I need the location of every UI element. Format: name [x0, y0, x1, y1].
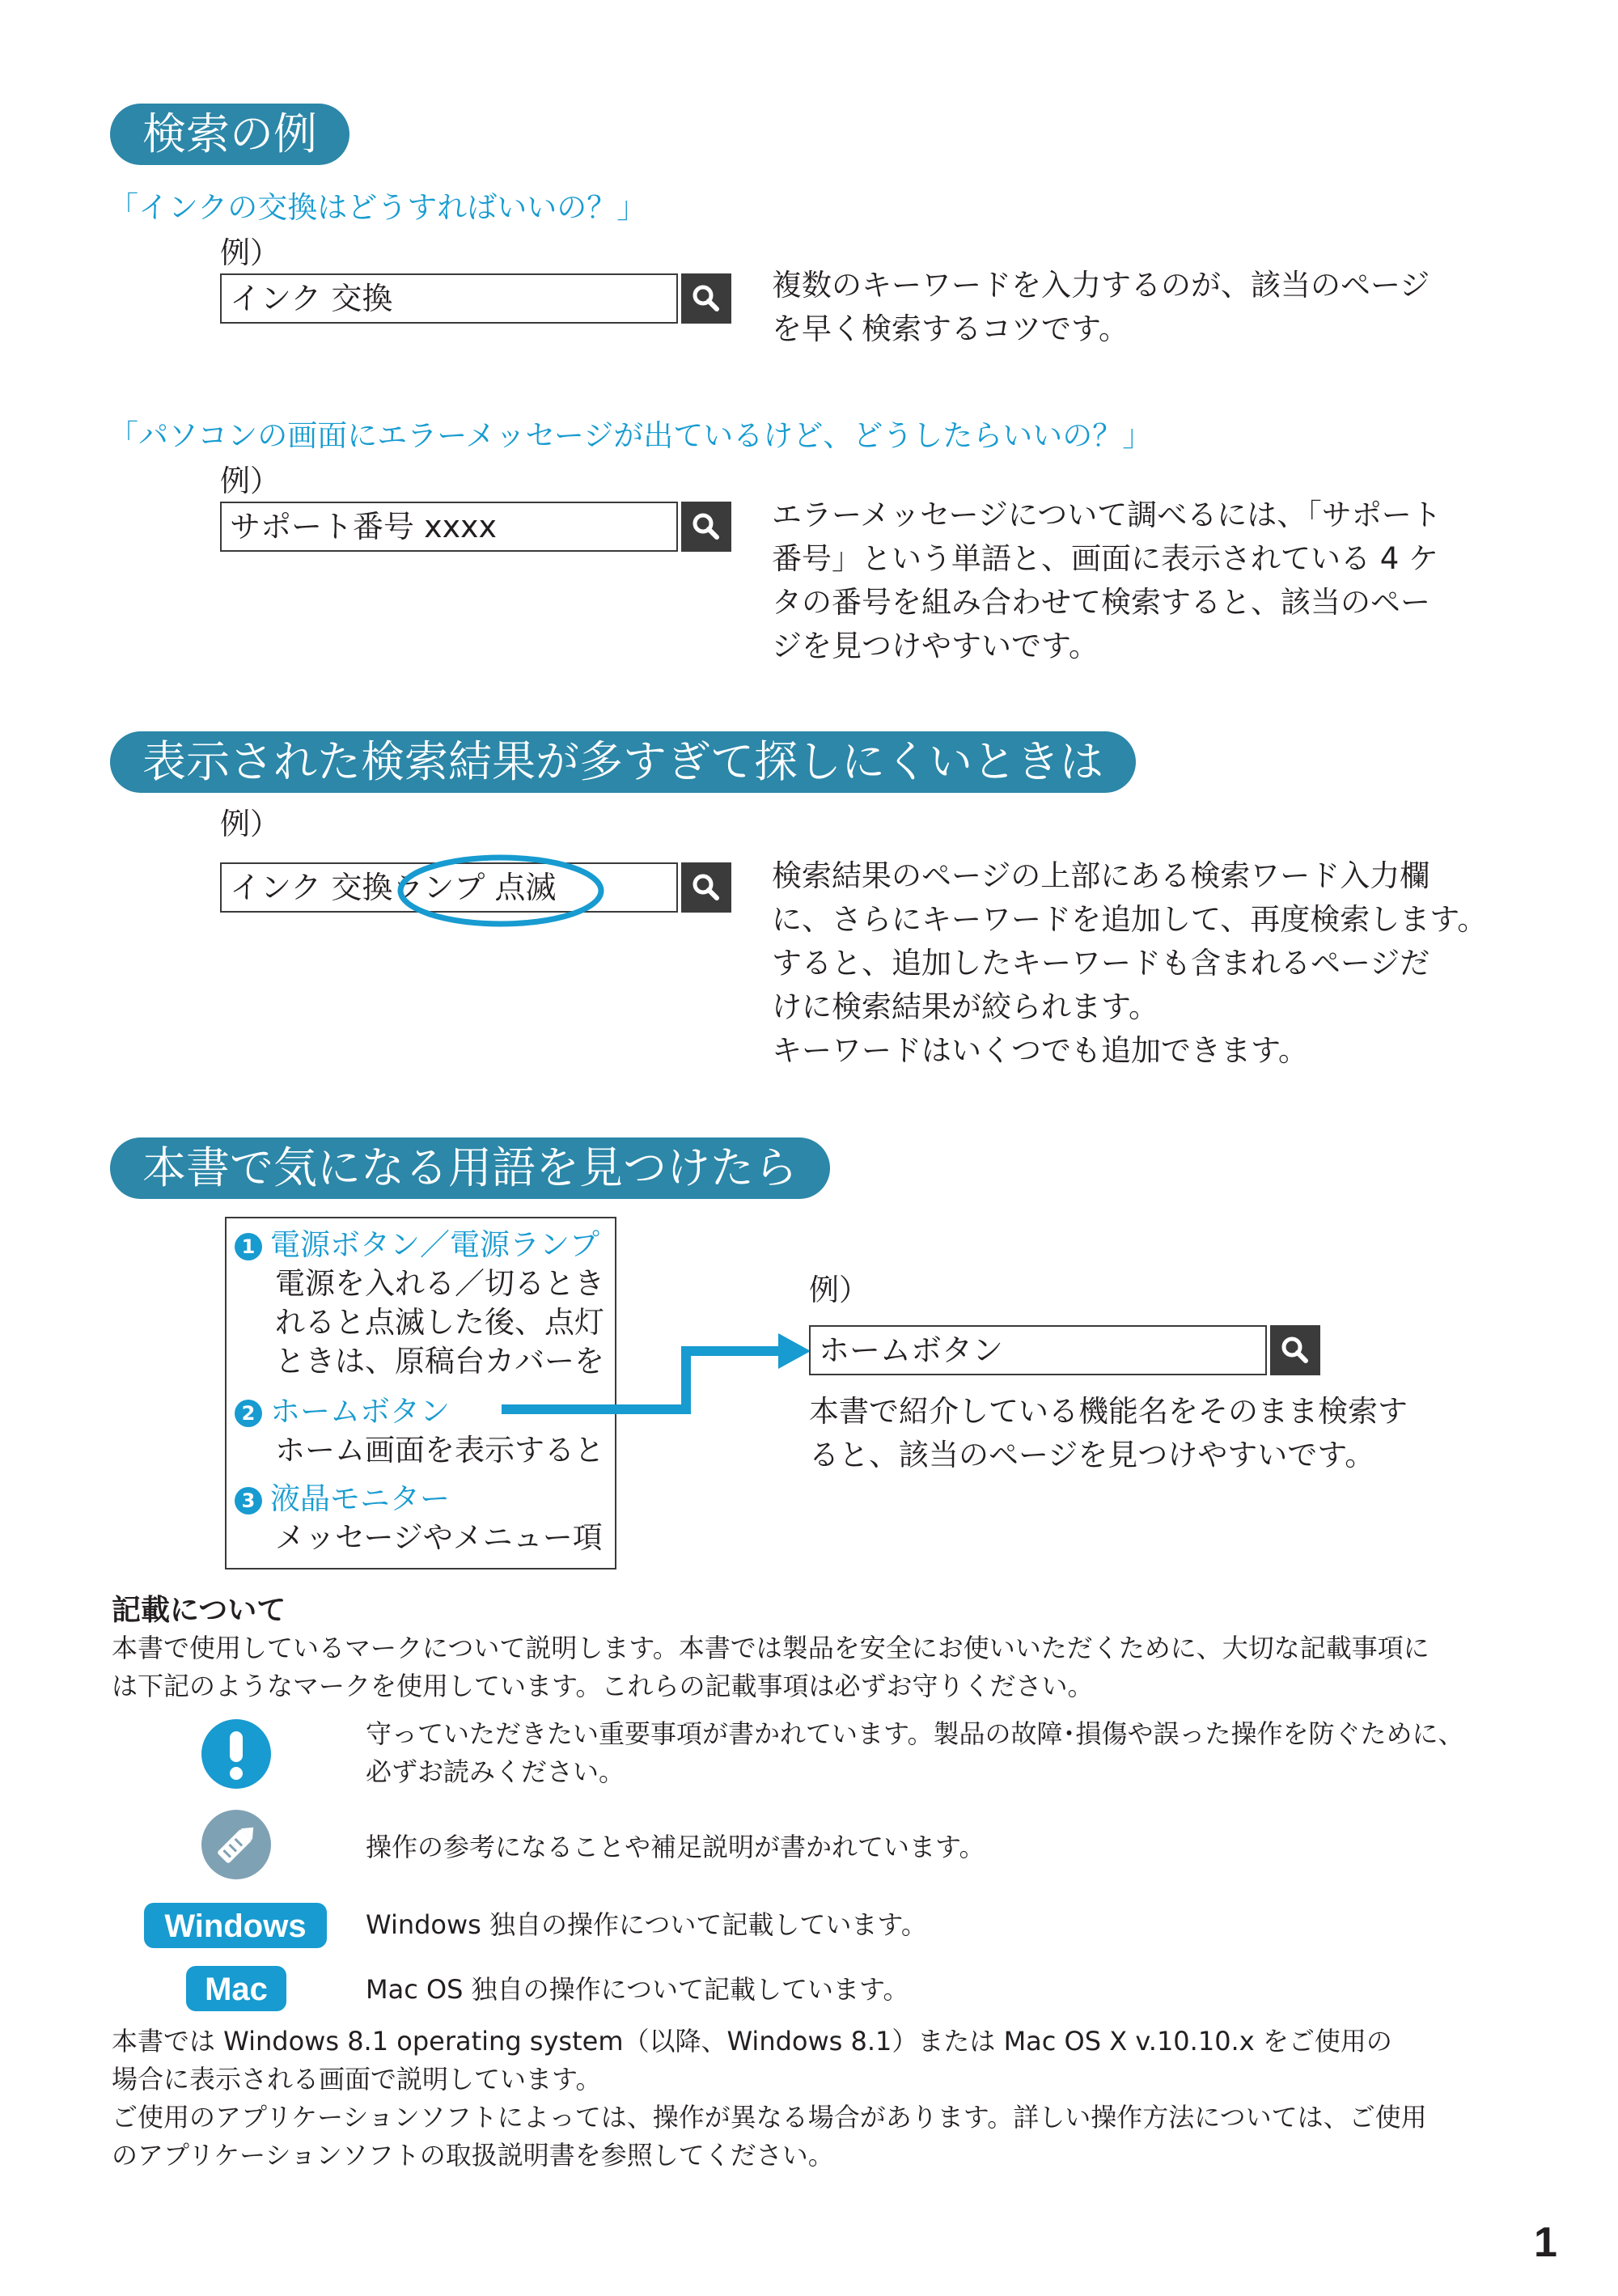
- important-icon: [201, 1718, 272, 1790]
- search-icon: [681, 862, 731, 913]
- windows-description: Windows 独自の操作について記載しています。: [366, 1909, 927, 1940]
- section2-search-button[interactable]: [681, 862, 731, 913]
- toc-item-lcd: 3 液晶モニター: [235, 1479, 450, 1519]
- highlight-ellipse: [395, 851, 607, 930]
- section2-rei: 例）: [220, 807, 280, 841]
- example2-question: 「パソコンの画面にエラーメッセージが出ているけど、どうしたらいいの？」: [108, 418, 1153, 453]
- note-description: 操作の参考になることや補足説明が書かれています。: [366, 1832, 985, 1862]
- search-icon: [681, 502, 731, 552]
- section3-search-input[interactable]: ホームボタン: [809, 1325, 1267, 1375]
- example1-question: 「インクの交換はどうすればいいの？」: [108, 190, 647, 225]
- toc-item-power: 1 電源ボタン／電源ランプ: [235, 1225, 599, 1265]
- section3-search-button[interactable]: [1270, 1325, 1320, 1375]
- windows-badge: Windows: [144, 1903, 327, 1948]
- example1-search-button[interactable]: [681, 273, 731, 324]
- example1-rei: 例）: [220, 235, 280, 270]
- search-icon: [1270, 1325, 1320, 1375]
- section-title-search-examples: 検索の例: [110, 104, 349, 165]
- example2-rei: 例）: [220, 464, 280, 498]
- section-title-too-many-results: 表示された検索結果が多すぎて探しにくいときは: [110, 731, 1136, 793]
- toc-item-home: 2 ホームボタン: [235, 1392, 450, 1432]
- example1-search-input[interactable]: インク 交換: [220, 273, 678, 324]
- section3-description: 本書で紹介している機能名をそのまま検索す ると、該当のページを見つけやすいです。: [809, 1394, 1408, 1472]
- arrow-connector: [493, 1319, 817, 1424]
- section-title-find-terms: 本書で気になる用語を見つけたら: [110, 1137, 830, 1199]
- search-text-added: ランプ 点滅: [392, 870, 557, 905]
- notation-outro: 本書では Windows 8.1 operating system（以降、Windows 8.1）または Mac OS X v.10.10.x をご使用の 場合に表示される画面で説明しています。 ご使用のアプリケーションソフトによっては、操作が異なる場合があります。詳しい操作方法については、ご使用 のアプリケーションソフトの取扱説明書を参照してください。: [112, 2026, 1427, 2171]
- mac-badge: Mac: [186, 1966, 286, 2011]
- section3-rei: 例）: [809, 1273, 869, 1307]
- notation-heading: 記載について: [112, 1594, 286, 1627]
- section2-description: 検索結果のページの上部にある検索ワード入力欄 に、さらにキーワードを追加して、再度検索します。 すると、追加したキーワードも含まれるページだ けに検索結果が絞られます。 キーワードはいくつでも追加できます。: [772, 858, 1488, 1068]
- example2-search-input[interactable]: サポート番号 xxxx: [220, 502, 678, 552]
- mac-description: Mac OS 独自の操作について記載しています。: [366, 1974, 909, 2005]
- example1-description: 複数のキーワードを入力するのが、該当のページ を早く検索するコツです。: [772, 268, 1430, 346]
- example2-description: エラーメッセージについて調べるには、「サポート 番号」という単語と、画面に表示されている 4 ケ タの番号を組み合わせて検索すると、該当のペー ジを見つけやすいです。: [772, 498, 1442, 663]
- example2-search-button[interactable]: [681, 502, 731, 552]
- search-text-existing: インク 交換: [230, 870, 393, 905]
- important-description: 守っていただきたい重要事項が書かれています。製品の故障･損傷や誤った操作を防ぐために、 必ずお読みください。: [366, 1718, 1464, 1787]
- notation-intro: 本書で使用しているマークについて説明します。本書では製品を安全にお使いいただくために、大切な記載事項に は下記のようなマークを使用しています。これらの記載事項は必ずお守りください。: [112, 1633, 1430, 1701]
- search-icon: [681, 273, 731, 324]
- manual-toc-excerpt: 1 電源ボタン／電源ランプ 電源を入れる／切るとき れると点滅した後、点灯 ときは、原稿台カバーを 2 ホームボタン ホーム画面を表示すると 3 液晶モニター メッセージやメニュー項: [225, 1217, 616, 1569]
- page-number: 1: [1534, 2219, 1557, 2266]
- note-pencil-icon: [201, 1809, 272, 1880]
